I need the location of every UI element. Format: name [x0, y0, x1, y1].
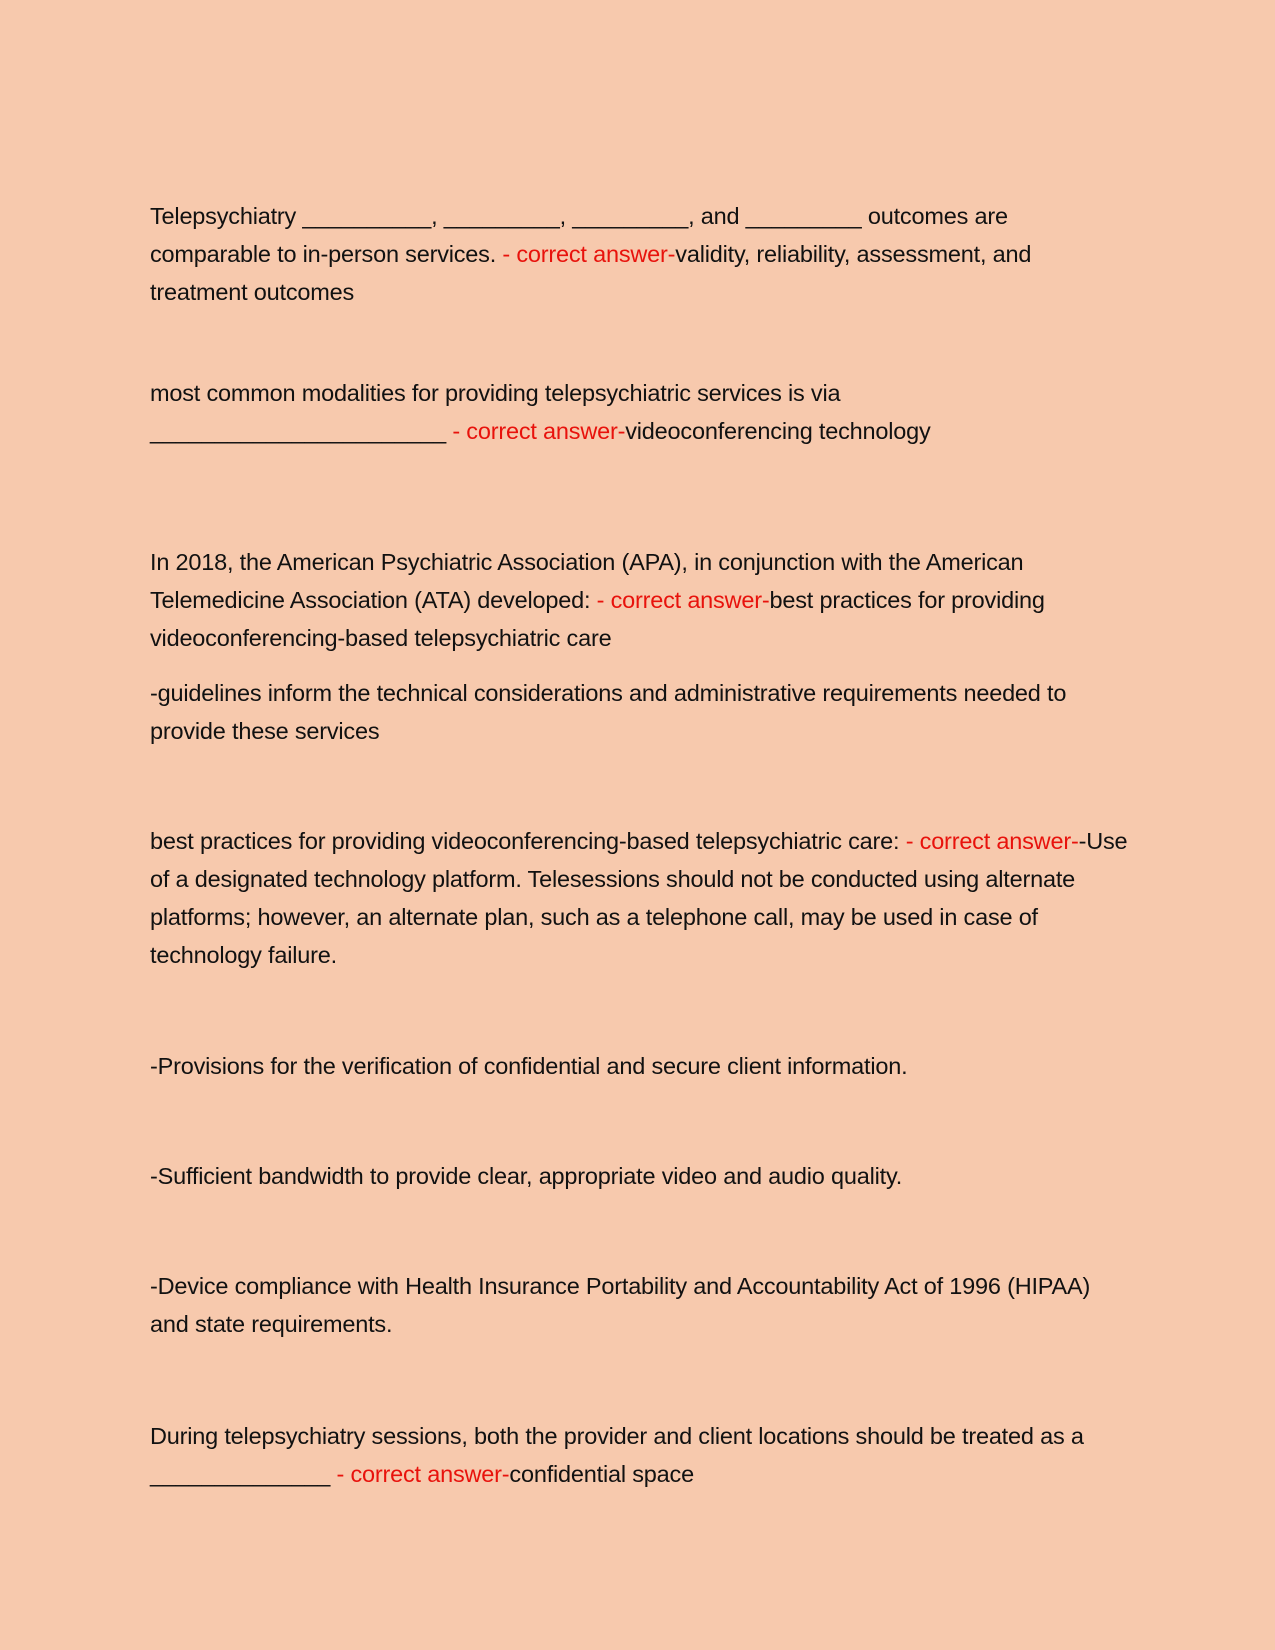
answer-marker: - correct answer- — [452, 418, 626, 444]
question-text: During telepsychiatry sessions, both the provider and client locations should be treated as a ______________ — [150, 1423, 1084, 1487]
question-text: In 2018, the American Psychiatric Association (APA), in conjunction with the American Telemedicine Association (ATA) developed: — [150, 549, 1024, 613]
question-text: Telepsychiatry __________, _________, _________, and _________ outcomes are comparable to in-person services. — [150, 203, 1008, 267]
answer-marker: - correct answer- — [336, 1461, 510, 1487]
answer-text: best practices for providing videoconferencing-based telepsychiatric care — [150, 587, 1045, 651]
answer-text: validity, reliability, assessment, and treatment outcomes — [150, 241, 1032, 305]
answer-marker: - correct answer- — [502, 241, 676, 267]
bullet-item: -Device compliance with Health Insurance Portability and Accountability Act of 1996 (HIPAA) and state requirements. — [150, 1273, 1091, 1337]
bullet-item: -Sufficient bandwidth to provide clear, appropriate video and audio quality. — [150, 1163, 903, 1189]
flashcard-1 — [150, 197, 1130, 311]
answer-text: videoconferencing technology — [625, 418, 931, 444]
flashcard-4 — [150, 822, 1130, 974]
answer-marker: - correct answer- — [905, 828, 1079, 854]
flashcard-2 — [150, 374, 1130, 450]
answer-marker: - correct answer- — [596, 587, 770, 613]
flashcard-3-note: -guidelines inform the technical considerations and administrative requirements needed to provide these services — [150, 680, 1067, 744]
flashcard-3 — [150, 543, 1130, 657]
question-text: best practices for providing videoconferencing-based telepsychiatric care: — [150, 828, 906, 854]
answer-text: -Use of a designated technology platform. Telesessions should not be conducted using alternate platforms; however, an alternate plan, such as a telephone call, may be used in case of technology failure. — [150, 828, 1128, 968]
bullet-item: -Provisions for the verification of confidential and secure client information. — [150, 1053, 908, 1079]
flashcard-5 — [150, 1417, 1130, 1493]
answer-text: confidential space — [509, 1461, 694, 1487]
question-text: most common modalities for providing telepsychiatric services is via _______________________ — [150, 380, 841, 444]
